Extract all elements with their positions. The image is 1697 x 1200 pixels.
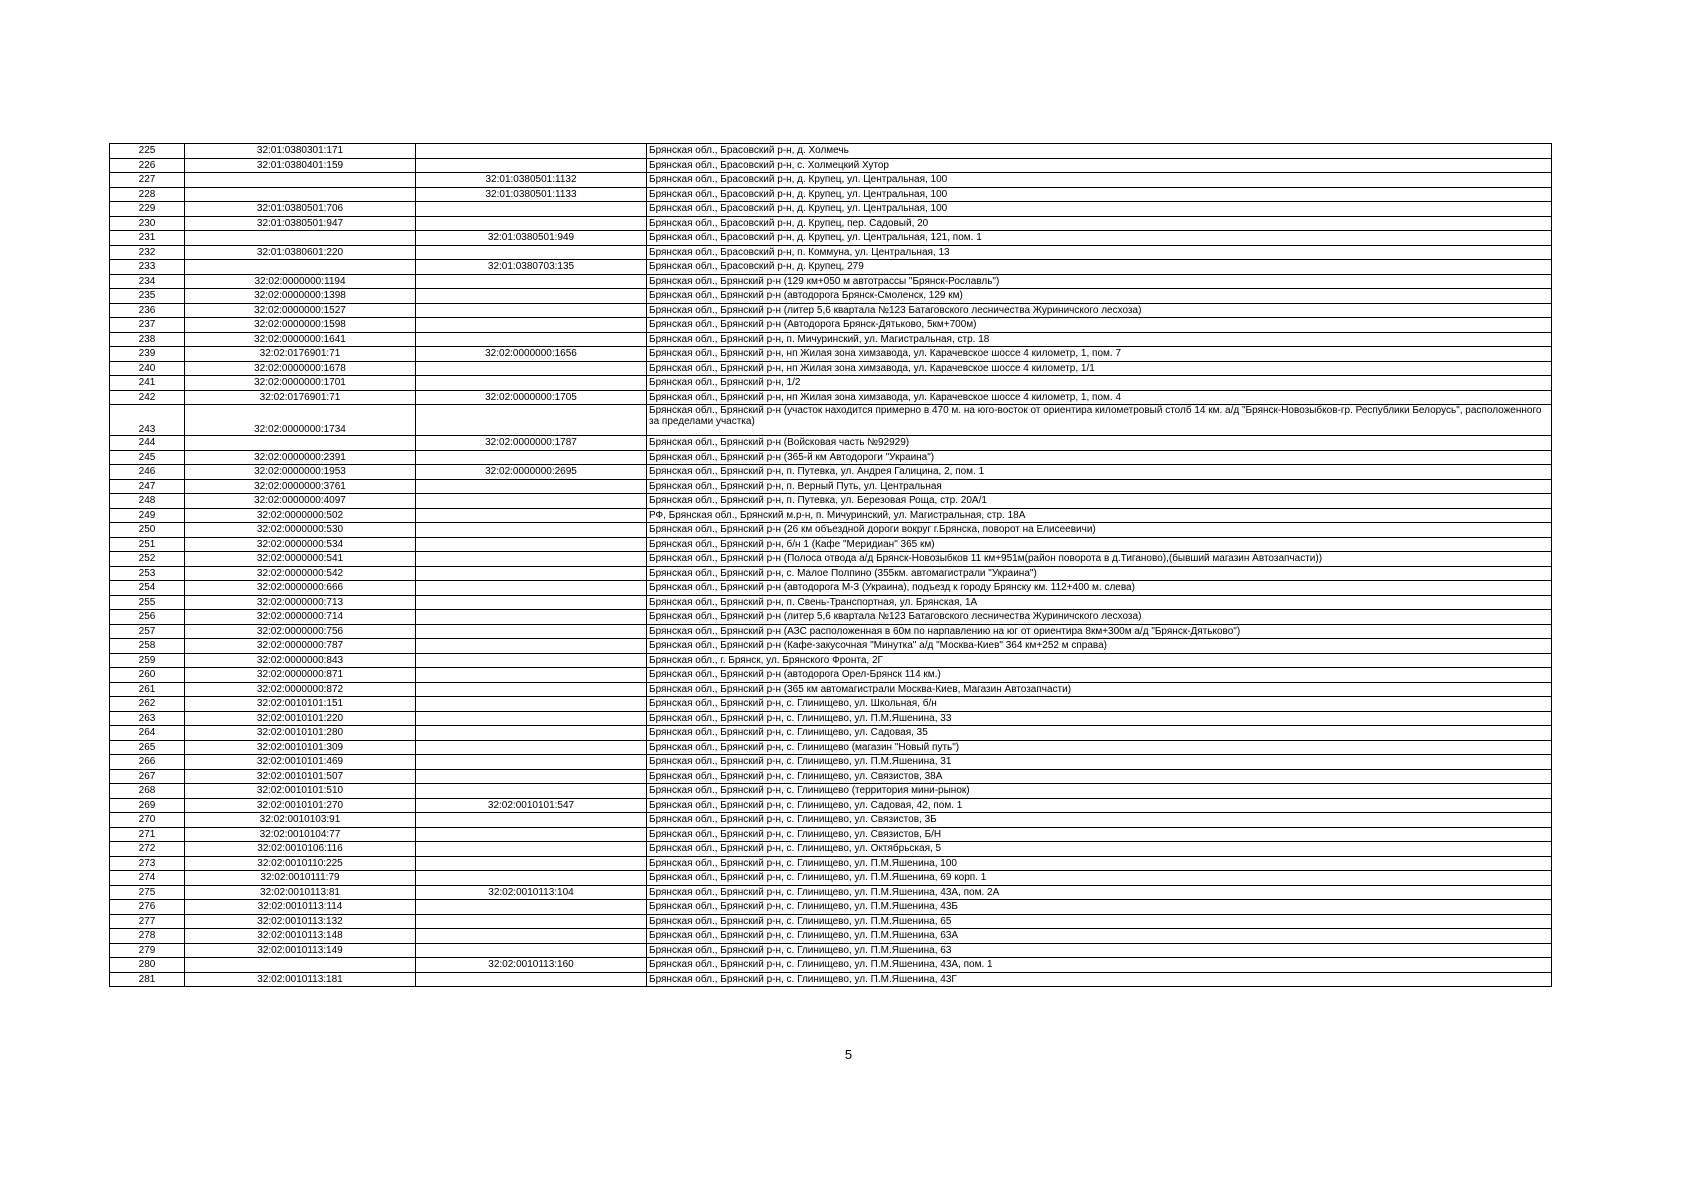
row-number-cell: 236 (110, 303, 185, 318)
address-cell: Брянская обл., Брянский р-н (129 км+050 м автотрассы "Брянск-Рославль") (647, 274, 1552, 289)
address-cell: Брянская обл., Брянский р-н, с. Глинищево, ул. П.М.Яшенина, 43А, пом. 2А (647, 885, 1552, 900)
address-cell: Брянская обл., Брасовский р-н, д. Крупец, пер. Садовый, 20 (647, 216, 1552, 231)
address-cell: Брянская обл., Брянский р-н, с. Глинищево, ул. Садовая, 35 (647, 726, 1552, 741)
row-number-cell: 270 (110, 813, 185, 828)
table-row (110, 479, 1552, 494)
row-number-cell: 225 (110, 144, 185, 159)
building-cadastral-number-cell (416, 318, 647, 333)
cadastral-number-cell (185, 958, 416, 973)
row-number-cell: 242 (110, 390, 185, 405)
address-cell: Брянская обл., Брянский р-н, с. Глинищево, ул. П.М.Яшенина, 31 (647, 755, 1552, 770)
building-cadastral-number-cell: 32:02:0010101:547 (416, 798, 647, 813)
row-number-cell: 260 (110, 668, 185, 683)
cadastral-number-cell: 32:02:0010101:220 (185, 711, 416, 726)
address-cell: Брянская обл., Брянский р-н (Войсковая часть №92929) (647, 436, 1552, 451)
building-cadastral-number-cell (416, 682, 647, 697)
building-cadastral-number-cell (416, 697, 647, 712)
cadastral-number-cell: 32:02:0000000:1641 (185, 332, 416, 347)
cadastral-number-cell (185, 260, 416, 275)
row-number-cell: 229 (110, 202, 185, 217)
building-cadastral-number-cell (416, 871, 647, 886)
address-cell: Брянская обл., Брасовский р-н, д. Крупец, ул. Центральная, 100 (647, 173, 1552, 188)
table-row (110, 581, 1552, 596)
row-number-cell: 279 (110, 943, 185, 958)
address-cell: Брянская обл., Брянский р-н, 1/2 (647, 376, 1552, 391)
address-cell: Брянская обл., Брасовский р-н, д. Холмечь (647, 144, 1552, 159)
address-cell: Брянская обл., Брянский р-н (365 км автомагистрали Москва-Киев, Магазин Автозапчасти) (647, 682, 1552, 697)
address-cell: Брянская обл., Брянский р-н, с. Глинищево, ул. П.М.Яшенина, 100 (647, 856, 1552, 871)
row-number-cell: 230 (110, 216, 185, 231)
building-cadastral-number-cell (416, 624, 647, 639)
cadastral-number-cell: 32:02:0000000:713 (185, 595, 416, 610)
address-cell: Брянская обл., Брасовский р-н, с. Холмецкий Хутор (647, 158, 1552, 173)
cadastral-number-cell: 32:02:0000000:4097 (185, 494, 416, 509)
row-number-cell: 250 (110, 523, 185, 538)
row-number-cell: 234 (110, 274, 185, 289)
table-row (110, 318, 1552, 333)
cadastral-number-cell: 32:02:0000000:542 (185, 566, 416, 581)
address-cell: Брянская обл., Брянский р-н, п. Путевка, ул. Березовая Роща, стр. 20А/1 (647, 494, 1552, 509)
cadastral-number-cell: 32:02:0000000:714 (185, 610, 416, 625)
building-cadastral-number-cell (416, 144, 647, 159)
table-row (110, 856, 1552, 871)
building-cadastral-number-cell (416, 755, 647, 770)
building-cadastral-number-cell (416, 726, 647, 741)
table-row (110, 494, 1552, 509)
building-cadastral-number-cell (416, 639, 647, 654)
building-cadastral-number-cell (416, 827, 647, 842)
address-cell: Брянская обл., Брянский р-н (литер 5,6 квартала №123 Батаговского лесничества Жуpиничского лесхоза) (647, 610, 1552, 625)
address-cell: Брянская обл., Брянский р-н, с. Глинищево, ул. Связистов, 3Б (647, 813, 1552, 828)
cadastral-number-cell: 32:02:0000000:1701 (185, 376, 416, 391)
row-number-cell: 261 (110, 682, 185, 697)
address-cell: Брянская обл., Брянский р-н, п. Верный Путь, ул. Центральная (647, 479, 1552, 494)
cadastral-number-cell: 32:02:0010101:507 (185, 769, 416, 784)
row-number-cell: 272 (110, 842, 185, 857)
building-cadastral-number-cell (416, 813, 647, 828)
table-row (110, 943, 1552, 958)
cadastral-number-cell: 32:02:0176901:71 (185, 347, 416, 362)
cadastral-number-cell (185, 187, 416, 202)
row-number-cell: 241 (110, 376, 185, 391)
row-number-cell: 237 (110, 318, 185, 333)
address-cell: РФ, Брянская обл., Брянский м.р-н, п. Мичуринский, ул. Магистральная, стр. 18А (647, 508, 1552, 523)
table-row (110, 624, 1552, 639)
building-cadastral-number-cell (416, 289, 647, 304)
row-number-cell: 226 (110, 158, 185, 173)
row-number-cell: 232 (110, 245, 185, 260)
cadastral-number-cell: 32:01:0380401:159 (185, 158, 416, 173)
row-number-cell: 251 (110, 537, 185, 552)
address-cell: Брянская обл., Брасовский р-н, д. Крупец, ул. Центральная, 100 (647, 187, 1552, 202)
row-number-cell: 266 (110, 755, 185, 770)
building-cadastral-number-cell (416, 537, 647, 552)
table-row (110, 827, 1552, 842)
address-cell: Брянская обл., Брасовский р-н, д. Крупец, ул. Центральная, 121, пом. 1 (647, 231, 1552, 246)
cadastral-number-cell: 32:02:0010101:280 (185, 726, 416, 741)
row-number-cell: 275 (110, 885, 185, 900)
table-row (110, 813, 1552, 828)
cadastral-number-cell: 32:02:0010111:79 (185, 871, 416, 886)
address-cell: Брянская обл., Брасовский р-н, п. Коммуна, ул. Центральная, 13 (647, 245, 1552, 260)
address-cell: Брянская обл., г. Брянск, ул. Брянского Фронта, 2Г (647, 653, 1552, 668)
address-cell: Брянская обл., Брянский р-н, п. Путевка, ул. Андрея Галицина, 2, пом. 1 (647, 465, 1552, 480)
cadastral-number-cell: 32:02:0010104:77 (185, 827, 416, 842)
address-cell: Брянская обл., Брянский р-н, б/н 1 (Кафе "Меридиан" 365 км) (647, 537, 1552, 552)
address-cell: Брянская обл., Брянский р-н, нп Жилая зона химзавода, ул. Карачевское шоссе 4 километр, 1, пом. 7 (647, 347, 1552, 362)
table-row (110, 682, 1552, 697)
row-number-cell: 240 (110, 361, 185, 376)
row-number-cell: 248 (110, 494, 185, 509)
building-cadastral-number-cell: 32:01:0380703:135 (416, 260, 647, 275)
building-cadastral-number-cell (416, 900, 647, 915)
building-cadastral-number-cell (416, 943, 647, 958)
cadastral-number-cell: 32:02:0000000:3761 (185, 479, 416, 494)
table-row (110, 885, 1552, 900)
building-cadastral-number-cell (416, 929, 647, 944)
building-cadastral-number-cell (416, 668, 647, 683)
building-cadastral-number-cell (416, 274, 647, 289)
building-cadastral-number-cell (416, 595, 647, 610)
table-row (110, 726, 1552, 741)
table-row (110, 158, 1552, 173)
building-cadastral-number-cell (416, 972, 647, 987)
address-cell: Брянская обл., Брасовский р-н, д. Крупец, ул. Центральная, 100 (647, 202, 1552, 217)
row-number-cell: 254 (110, 581, 185, 596)
row-number-cell: 268 (110, 784, 185, 799)
address-cell: Брянская обл., Брянский р-н (АЗС расположенная в 60м по нарпавлению на юг от ориентира 8км+300м а/д "Брянск-Дятьково") (647, 624, 1552, 639)
table-row (110, 537, 1552, 552)
cadastral-number-cell: 32:01:0380501:706 (185, 202, 416, 217)
address-cell: Брянская обл., Брянский р-н (литер 5,6 квартала №123 Батаговского лесничества Жуpиничского лесхоза) (647, 303, 1552, 318)
cadastral-number-cell: 32:02:0000000:502 (185, 508, 416, 523)
address-cell: Брянская обл., Брянский р-н, нп Жилая зона химзавода, ул. Карачевское шоссе 4 километр, 1/1 (647, 361, 1552, 376)
address-cell: Брянская обл., Брянский р-н, с. Глинищево (магазин "Новый путь") (647, 740, 1552, 755)
building-cadastral-number-cell: 32:01:0380501:1132 (416, 173, 647, 188)
row-number-cell: 256 (110, 610, 185, 625)
cadastral-number-cell: 32:02:0010106:116 (185, 842, 416, 857)
table-row (110, 144, 1552, 159)
row-number-cell: 274 (110, 871, 185, 886)
row-number-cell: 263 (110, 711, 185, 726)
cadastral-number-cell: 32:02:0010101:469 (185, 755, 416, 770)
row-number-cell: 265 (110, 740, 185, 755)
table-row (110, 303, 1552, 318)
table-row (110, 508, 1552, 523)
address-cell: Брянская обл., Брянский р-н, с. Глинищево, ул. Садовая, 42, пом. 1 (647, 798, 1552, 813)
registry-table-body (110, 144, 1552, 987)
row-number-cell: 259 (110, 653, 185, 668)
row-number-cell: 255 (110, 595, 185, 610)
table-row (110, 523, 1552, 538)
building-cadastral-number-cell (416, 653, 647, 668)
building-cadastral-number-cell (416, 523, 647, 538)
building-cadastral-number-cell (416, 610, 647, 625)
address-cell: Брянская обл., Брянский р-н, с. Глинищево, ул. П.М.Яшенина, 63А (647, 929, 1552, 944)
row-number-cell: 276 (110, 900, 185, 915)
page-number: 5 (844, 1047, 853, 1062)
table-row (110, 755, 1552, 770)
row-number-cell: 243 (110, 405, 185, 436)
row-number-cell: 281 (110, 972, 185, 987)
row-number-cell: 253 (110, 566, 185, 581)
cadastral-number-cell: 32:02:0010113:148 (185, 929, 416, 944)
cadastral-number-cell: 32:02:0000000:1598 (185, 318, 416, 333)
cadastral-number-cell: 32:02:0000000:541 (185, 552, 416, 567)
row-number-cell: 238 (110, 332, 185, 347)
table-row (110, 450, 1552, 465)
cadastral-number-cell: 32:02:0010110:225 (185, 856, 416, 871)
address-cell: Брянская обл., Брянский р-н (автодорога М-3 (Украина), подъезд к городу Брянску км. 112+400 м. слева) (647, 581, 1552, 596)
table-row (110, 566, 1552, 581)
building-cadastral-number-cell (416, 581, 647, 596)
cadastral-number-cell: 32:02:0000000:843 (185, 653, 416, 668)
cadastral-number-cell: 32:02:0000000:1527 (185, 303, 416, 318)
table-row (110, 900, 1552, 915)
table-row (110, 842, 1552, 857)
table-row (110, 465, 1552, 480)
address-cell: Брянская обл., Брянский р-н, с. Глинищево, ул. П.М.Яшенина, 43А, пом. 1 (647, 958, 1552, 973)
address-cell: Брянская обл., Брянский р-н, п. Мичуринский, ул. Магистральная, стр. 18 (647, 332, 1552, 347)
table-row (110, 798, 1552, 813)
building-cadastral-number-cell (416, 856, 647, 871)
table-row (110, 436, 1552, 451)
row-number-cell: 277 (110, 914, 185, 929)
address-cell: Брянская обл., Брянский р-н, п. Свень-Транспортная, ул. Брянская, 1А (647, 595, 1552, 610)
table-row (110, 216, 1552, 231)
address-cell: Брянская обл., Брянский р-н (автодорога Брянск-Смоленск, 129 км) (647, 289, 1552, 304)
building-cadastral-number-cell (416, 914, 647, 929)
table-row (110, 245, 1552, 260)
table-row (110, 871, 1552, 886)
address-cell: Брянская обл., Брянский р-н (Кафе-закусочная "Минутка" а/д "Москва-Киев" 364 км+252 м справа) (647, 639, 1552, 654)
address-cell: Брянская обл., Брянский р-н, с. Глинищево, ул. П.М.Яшенина, 69 корп. 1 (647, 871, 1552, 886)
table-row (110, 639, 1552, 654)
registry-table (109, 143, 1552, 987)
cadastral-number-cell: 32:02:0000000:756 (185, 624, 416, 639)
cadastral-number-cell (185, 436, 416, 451)
cadastral-number-cell: 32:02:0000000:666 (185, 581, 416, 596)
row-number-cell: 264 (110, 726, 185, 741)
row-number-cell: 249 (110, 508, 185, 523)
table-row (110, 929, 1552, 944)
address-cell: Брянская обл., Брянский р-н, с. Глинищево, ул. П.М.Яшенина, 65 (647, 914, 1552, 929)
row-number-cell: 278 (110, 929, 185, 944)
cadastral-number-cell: 32:01:0380301:171 (185, 144, 416, 159)
building-cadastral-number-cell: 32:02:0000000:2695 (416, 465, 647, 480)
building-cadastral-number-cell (416, 552, 647, 567)
cadastral-number-cell: 32:02:0010113:149 (185, 943, 416, 958)
cadastral-number-cell: 32:02:0000000:530 (185, 523, 416, 538)
building-cadastral-number-cell: 32:01:0380501:949 (416, 231, 647, 246)
table-row (110, 740, 1552, 755)
row-number-cell: 231 (110, 231, 185, 246)
building-cadastral-number-cell (416, 508, 647, 523)
cadastral-number-cell: 32:02:0000000:1734 (185, 405, 416, 436)
table-row (110, 274, 1552, 289)
table-row (110, 289, 1552, 304)
address-cell: Брянская обл., Брянский р-н, с. Глинищево (территория мини-рынок) (647, 784, 1552, 799)
cadastral-number-cell: 32:02:0010113:114 (185, 900, 416, 915)
address-cell: Брянская обл., Брянский р-н (26 км объездной дороги вокруг г.Брянска, поворот на Елисеевичи) (647, 523, 1552, 538)
row-number-cell: 247 (110, 479, 185, 494)
table-row (110, 376, 1552, 391)
cadastral-number-cell (185, 231, 416, 246)
building-cadastral-number-cell (416, 740, 647, 755)
row-number-cell: 245 (110, 450, 185, 465)
row-number-cell: 280 (110, 958, 185, 973)
table-row (110, 390, 1552, 405)
address-cell: Брянская обл., Брянский р-н, с. Глинищево, ул. Школьная, б/н (647, 697, 1552, 712)
building-cadastral-number-cell (416, 332, 647, 347)
cadastral-number-cell: 32:02:0000000:872 (185, 682, 416, 697)
building-cadastral-number-cell: 32:02:0000000:1787 (416, 436, 647, 451)
table-row (110, 260, 1552, 275)
table-row (110, 697, 1552, 712)
building-cadastral-number-cell (416, 376, 647, 391)
table-row (110, 552, 1552, 567)
building-cadastral-number-cell: 32:02:0000000:1656 (416, 347, 647, 362)
address-cell: Брянская обл., Брянский р-н, с. Глинищево, ул. Связистов, Б/Н (647, 827, 1552, 842)
row-number-cell: 267 (110, 769, 185, 784)
building-cadastral-number-cell (416, 479, 647, 494)
address-cell: Брянская обл., Брянский р-н, с. Глинищево, ул. П.М.Яшенина, 43Б (647, 900, 1552, 915)
cadastral-number-cell: 32:02:0000000:534 (185, 537, 416, 552)
cadastral-number-cell: 32:02:0000000:871 (185, 668, 416, 683)
address-cell: Брянская обл., Брянский р-н, нп Жилая зона химзавода, ул. Карачевское шоссе 4 километр, 1, пом. 4 (647, 390, 1552, 405)
building-cadastral-number-cell (416, 494, 647, 509)
cadastral-number-cell: 32:02:0010113:132 (185, 914, 416, 929)
row-number-cell: 246 (110, 465, 185, 480)
building-cadastral-number-cell (416, 245, 647, 260)
row-number-cell: 233 (110, 260, 185, 275)
table-row (110, 347, 1552, 362)
row-number-cell: 239 (110, 347, 185, 362)
address-cell: Брянская обл., Брянский р-н (Полоса отвода а/д Брянск-Новозыбков 11 км+951м(район поворота в д.Тиганово),(бывший магазин Автозапчасти)) (647, 552, 1552, 567)
cadastral-number-cell: 32:02:0010103:91 (185, 813, 416, 828)
address-cell: Брянская обл., Брянский р-н (автодорога Орел-Брянск 114 км.) (647, 668, 1552, 683)
table-row (110, 332, 1552, 347)
cadastral-number-cell: 32:02:0000000:1678 (185, 361, 416, 376)
table-row (110, 914, 1552, 929)
building-cadastral-number-cell: 32:01:0380501:1133 (416, 187, 647, 202)
address-cell: Брянская обл., Брасовский р-н, д. Крупец, 279 (647, 260, 1552, 275)
building-cadastral-number-cell (416, 769, 647, 784)
address-cell: Брянская обл., Брянский р-н (365-й км Автодороги "Украина") (647, 450, 1552, 465)
row-number-cell: 271 (110, 827, 185, 842)
table-row (110, 769, 1552, 784)
cadastral-number-cell: 32:02:0000000:2391 (185, 450, 416, 465)
address-cell: Брянская обл., Брянский р-н, с. Глинищево, ул. П.М.Яшенина, 43Г (647, 972, 1552, 987)
row-number-cell: 227 (110, 173, 185, 188)
cadastral-number-cell: 32:02:0000000:1398 (185, 289, 416, 304)
table-row (110, 668, 1552, 683)
cadastral-number-cell: 32:02:0010101:510 (185, 784, 416, 799)
row-number-cell: 252 (110, 552, 185, 567)
building-cadastral-number-cell (416, 405, 647, 436)
row-number-cell: 257 (110, 624, 185, 639)
building-cadastral-number-cell (416, 450, 647, 465)
building-cadastral-number-cell (416, 784, 647, 799)
table-row (110, 231, 1552, 246)
table-row (110, 972, 1552, 987)
building-cadastral-number-cell: 32:02:0010113:104 (416, 885, 647, 900)
cadastral-number-cell: 32:02:0000000:1194 (185, 274, 416, 289)
address-cell: Брянская обл., Брянский р-н, с. Глинищево, ул. П.М.Яшенина, 63 (647, 943, 1552, 958)
building-cadastral-number-cell (416, 566, 647, 581)
table-row (110, 958, 1552, 973)
row-number-cell: 244 (110, 436, 185, 451)
building-cadastral-number-cell (416, 361, 647, 376)
row-number-cell: 273 (110, 856, 185, 871)
building-cadastral-number-cell (416, 158, 647, 173)
cadastral-number-cell: 32:01:0380501:947 (185, 216, 416, 231)
address-cell: Брянская обл., Брянский р-н (участок находится примерно в 470 м. на юго-восток от ориентира километровый столб 14 км. а/д "Брянск-Новозыбков-гр. Республики Белорусь", расположенного за пределами участка) (647, 405, 1552, 436)
address-cell: Брянская обл., Брянский р-н, с. Глинищево, ул. Связистов, 38А (647, 769, 1552, 784)
row-number-cell: 228 (110, 187, 185, 202)
building-cadastral-number-cell: 32:02:0000000:1705 (416, 390, 647, 405)
cadastral-number-cell: 32:02:0010101:151 (185, 697, 416, 712)
building-cadastral-number-cell: 32:02:0010113:160 (416, 958, 647, 973)
address-cell: Брянская обл., Брянский р-н, с. Малое Полпино (355км. автомагистрали "Украина") (647, 566, 1552, 581)
table-row (110, 653, 1552, 668)
building-cadastral-number-cell (416, 842, 647, 857)
table-row (110, 610, 1552, 625)
building-cadastral-number-cell (416, 216, 647, 231)
cadastral-number-cell: 32:02:0000000:787 (185, 639, 416, 654)
table-row (110, 361, 1552, 376)
building-cadastral-number-cell (416, 711, 647, 726)
cadastral-number-cell: 32:02:0000000:1953 (185, 465, 416, 480)
cadastral-number-cell: 32:02:0010101:309 (185, 740, 416, 755)
cadastral-number-cell (185, 173, 416, 188)
row-number-cell: 235 (110, 289, 185, 304)
cadastral-number-cell: 32:01:0380601:220 (185, 245, 416, 260)
table-row (110, 187, 1552, 202)
table-row (110, 405, 1552, 436)
cadastral-number-cell: 32:02:0010113:81 (185, 885, 416, 900)
row-number-cell: 269 (110, 798, 185, 813)
building-cadastral-number-cell (416, 202, 647, 217)
table-row (110, 202, 1552, 217)
cadastral-number-cell: 32:02:0010101:270 (185, 798, 416, 813)
cadastral-number-cell: 32:02:0176901:71 (185, 390, 416, 405)
table-row (110, 595, 1552, 610)
cadastral-number-cell: 32:02:0010113:181 (185, 972, 416, 987)
table-row (110, 173, 1552, 188)
row-number-cell: 262 (110, 697, 185, 712)
address-cell: Брянская обл., Брянский р-н, с. Глинищево, ул. П.М.Яшенина, 33 (647, 711, 1552, 726)
address-cell: Брянская обл., Брянский р-н (Автодорога Брянск-Дятьково, 5км+700м) (647, 318, 1552, 333)
table-row (110, 784, 1552, 799)
building-cadastral-number-cell (416, 303, 647, 318)
row-number-cell: 258 (110, 639, 185, 654)
table-row (110, 711, 1552, 726)
address-cell: Брянская обл., Брянский р-н, с. Глинищево, ул. Октябрьская, 5 (647, 842, 1552, 857)
